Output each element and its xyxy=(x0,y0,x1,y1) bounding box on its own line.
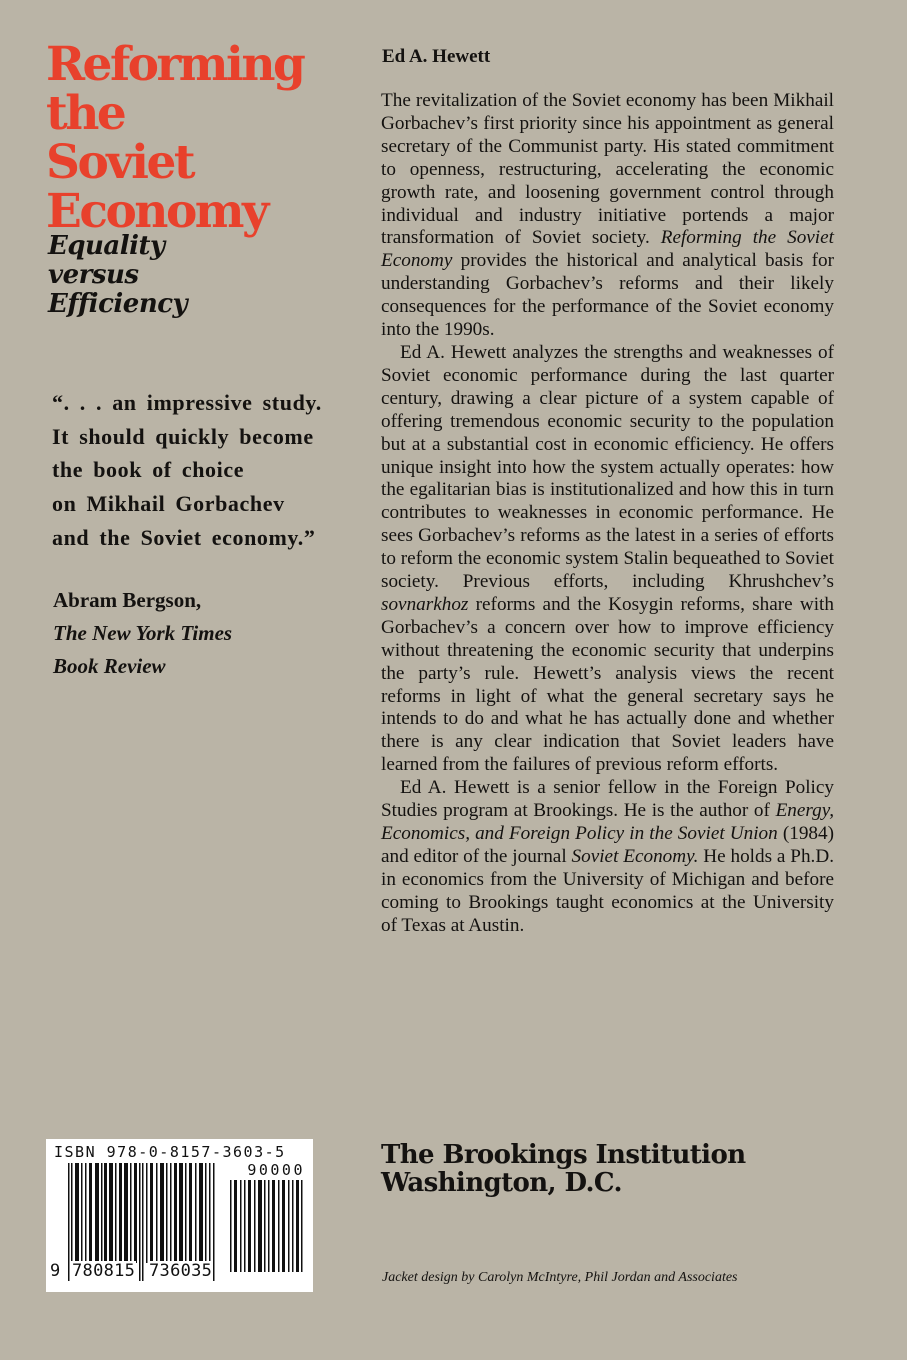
reviewer-name: Abram Bergson, xyxy=(53,588,202,612)
quote-line: It should quickly become xyxy=(52,423,314,449)
description-paragraph xyxy=(381,90,834,342)
description-paragraph xyxy=(381,342,834,777)
ean-right-group: 736035 xyxy=(149,1261,213,1281)
text-run: reforms and the Kosygin reforms, share with Gorbachev’s a concern over how to improve efficiency without threatening the economic security that underpins the party’s rule. Hewett’s analysis views the recent reforms in light of what the general secretary says he intends to do and what he has actually done and whether there is any clear indication that Soviet leaders have learned from the failures of previous reform efforts. xyxy=(381,593,834,776)
price-code: 90000 xyxy=(247,1161,305,1179)
subtitle-line: Efficiency xyxy=(48,289,188,319)
publication-line: The New York Times xyxy=(53,621,233,645)
description-body xyxy=(381,90,834,938)
quote-line: on Mikhail Gorbachev xyxy=(52,491,285,517)
publisher-name: The Brookings Institution xyxy=(381,1140,746,1170)
jacket-design-credit: Jacket design by Carolyn McIntyre, Phil Jordan and Associates xyxy=(382,1270,738,1285)
book-title xyxy=(46,37,304,239)
publisher-imprint xyxy=(381,1141,746,1197)
quote-line: the book of choice xyxy=(52,457,245,483)
quote-line: “. . . an impressive study. xyxy=(52,390,322,415)
book-title-italic: Energy, Economics, and Foreign Policy in the Soviet Union xyxy=(381,800,834,844)
subtitle-line: versus xyxy=(48,260,139,290)
review-quote xyxy=(52,386,322,555)
text-run: provides the historical and analytical basis for understanding Gorbachev’s reforms and their likely consequences for the performance of the Soviet economy into the 1990s. xyxy=(381,250,834,341)
text-run: The revitalization of the Soviet economy has been Mikhail Gorbachev’s first priority since his appointment as general secretary of the Communist party. His stated commitment to openness, restructuring, accelerating the economic growth rate, and loosening government control through individual and industry initiative portends a major transformation of Soviet society. xyxy=(381,90,834,249)
term-italic: sovnarkhoz xyxy=(381,593,469,615)
publication-line: Book Review xyxy=(53,654,166,678)
publisher-city: Washington, D.C. xyxy=(381,1168,623,1198)
subtitle-line: Equality xyxy=(48,231,165,261)
isbn-label: ISBN 978-0-8157-3603-5 xyxy=(54,1143,286,1161)
isbn-barcode xyxy=(46,1139,313,1292)
text-run: He holds a Ph.D. in economics from the University of Michigan and before coming to Brookings taught economics at the University of Texas at Austin. xyxy=(381,845,834,936)
ean-first-digit: 9 xyxy=(50,1261,61,1281)
quote-line: and the Soviet economy.” xyxy=(52,524,316,550)
title-line: the xyxy=(46,86,125,141)
book-subtitle xyxy=(48,232,187,319)
title-line: Reforming xyxy=(46,37,304,92)
author-name: Ed A. Hewett xyxy=(382,46,491,67)
addon-bars-icon xyxy=(230,1180,304,1272)
title-line: Soviet xyxy=(46,135,194,190)
author-bio-paragraph xyxy=(381,777,834,937)
quote-attribution xyxy=(53,584,232,683)
book-title-italic: Reforming the Soviet Economy xyxy=(381,227,834,272)
text-run: (1984) and editor of the journal xyxy=(381,823,834,867)
text-run: Ed A. Hewett analyzes the strengths and weaknesses of Soviet economic performance during the last quarter century, drawing a clear picture of a system capable of offering tremendous economic security to the population but at a substantial cost in economic efficiency. He offers unique insight into how the system actually operates: how the egalitarian bias is institutionalized and how this in turn contributes to weaknesses in economic performance. He sees Gorbachev’s reforms as the latest in a series of efforts to reform the economic system Stalin bequeathed to Soviet society. Previous efforts, including Khrushchev’s xyxy=(381,341,834,593)
journal-title-italic: Soviet Economy. xyxy=(571,845,699,867)
title-line: Economy xyxy=(46,184,267,239)
text-run: Ed A. Hewett is a senior fellow in the Foreign Policy Studies program at Brookings. He is the author of xyxy=(381,777,834,822)
ean-left-group: 780815 xyxy=(72,1261,136,1281)
